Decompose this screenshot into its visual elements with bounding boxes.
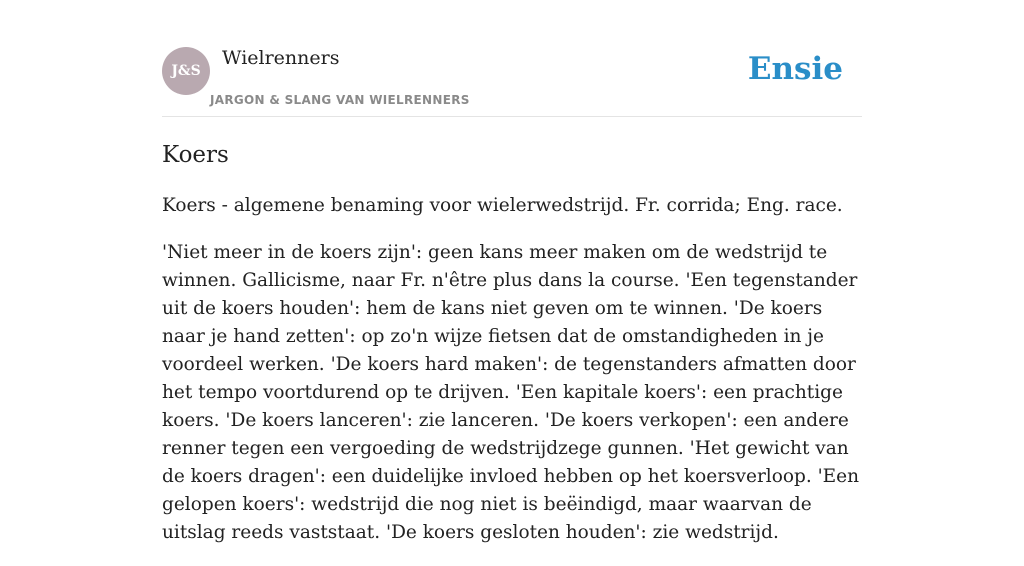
entry-content — [162, 192, 866, 566]
header — [162, 0, 862, 117]
entry-title: Koers — [162, 142, 229, 168]
dictionary-title[interactable]: Wielrenners — [222, 47, 340, 69]
entry-paragraph: Koers - algemene benaming voor wielerwedstrijd. Fr. corrida; Eng. race. — [162, 195, 843, 216]
brand-logo[interactable]: Ensie — [747, 51, 843, 87]
dictionary-subtitle: JARGON & SLANG VAN WIELRENNERS — [210, 93, 470, 107]
dictionary-avatar[interactable]: J&S — [162, 47, 210, 95]
entry-paragraph: 'Niet meer in de koers zijn': geen kans meer maken om de wedstrijd te winnen. Gallicisme, naar Fr. n'être plus dans la course. 'Een tegenstander uit de koers houden': hem de kans niet geven om te winnen. 'De koers naar je hand zetten': op zo'n wijze fietsen dat de omstandigheden in je voordeel werken. 'De koers hard maken': de tegenstanders afmatten door het tempo voortdurend op te drijven. 'Een kapitale koers': een prachtige koers. 'De koers lanceren': zie lanceren. 'De koers verkopen': een andere renner tegen een vergoeding de wedstrijdzege gunnen. 'Het gewicht van de koers dragen': een duidelijke invloed hebben op het koersverloop. 'Een gelopen koers': wedstrijd die nog niet is beëindigd, maar waarvan de uitslag reeds vaststaat. 'De koers gesloten houden': zie wedstrijd. — [162, 242, 860, 543]
